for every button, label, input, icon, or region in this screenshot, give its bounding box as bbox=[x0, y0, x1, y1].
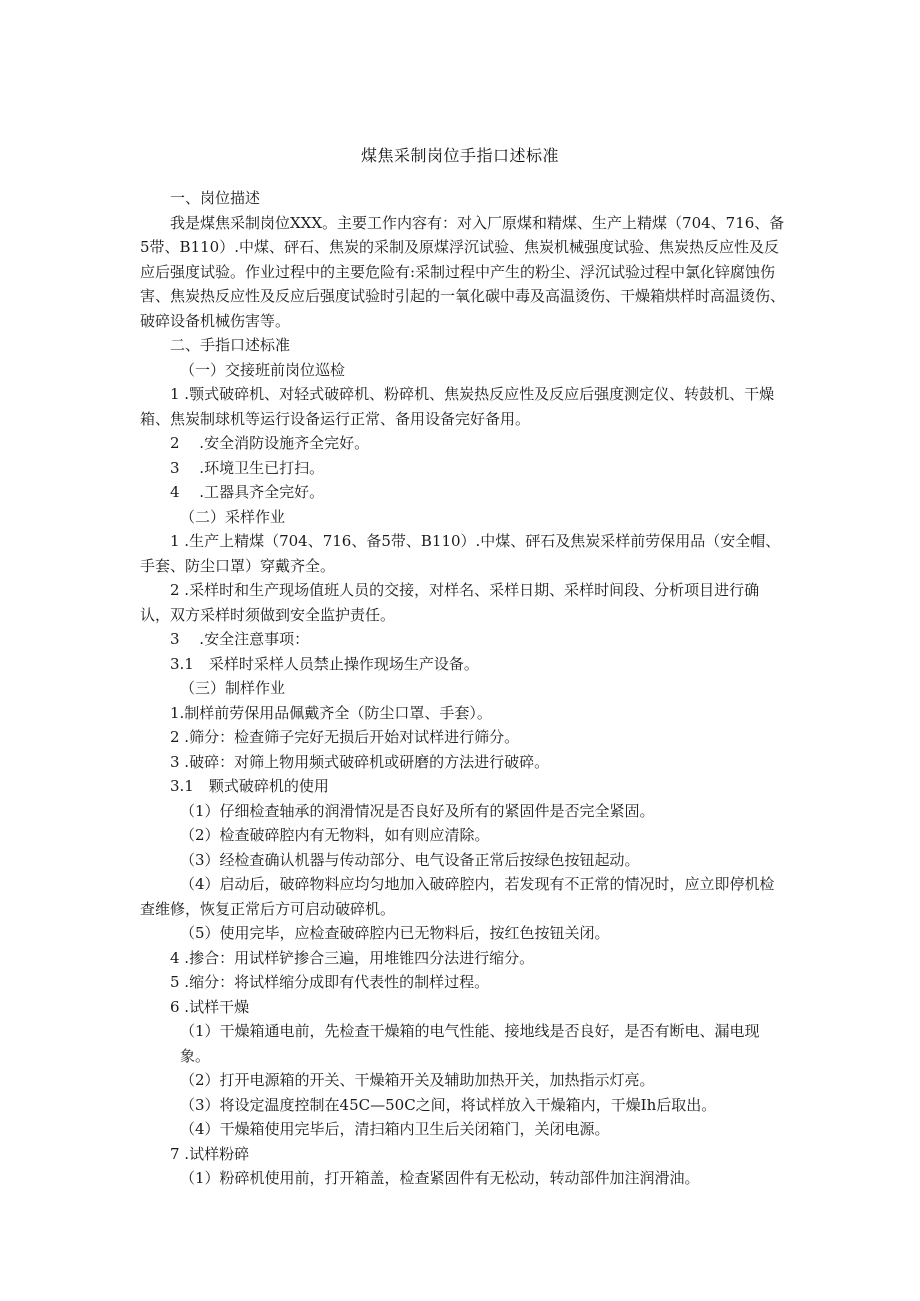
paragraph: 2 .采样时和生产现场值班人员的交接，对样名、采样日期、采样时间段、分析项目进行确认，双方采样时须做到安全监护责任。 bbox=[140, 581, 760, 624]
paragraph: （2）打开电源箱的开关、干燥箱开关及辅助加热开关，加热指示灯亮。 bbox=[180, 1071, 655, 1089]
paragraph: 1 .颚式破碎机、对轻式破碎机、粉碎机、焦炭热反应性及反应后强度测定仪、转鼓机、干燥箱、焦炭制球机等运行设备运行正常、备用设备完好备用。 bbox=[140, 385, 775, 428]
paragraph: 2 .安全消防设施齐全完好。 bbox=[170, 434, 370, 452]
paragraph: 5 .缩分：将试样缩分成即有代表性的制样过程。 bbox=[170, 973, 490, 991]
paragraph: 4 .掺合：用试样铲掺合三遍，用堆锥四分法进行缩分。 bbox=[170, 948, 535, 967]
paragraph: （1）干燥箱通电前，先检查干燥箱的电气性能、接地线是否良好，是否有断电、漏电现象。 bbox=[180, 1022, 760, 1065]
paragraph: 一、岗位描述 bbox=[170, 189, 261, 207]
paragraph: 二、手指口述标准 bbox=[170, 336, 291, 354]
paragraph: 1 .生产上精煤（704、716、备5带、B110）.中煤、砰石及焦炭采样前劳保用品（安全帽、手套、防尘口罩）穿戴齐全。 bbox=[140, 532, 781, 575]
paragraph: 3 .环境卫生已打扫。 bbox=[170, 458, 325, 477]
paragraph: 2 .筛分：检查筛子完好无损后开始对试样进行筛分。 bbox=[170, 728, 520, 746]
paragraph: （三）制样作业 bbox=[180, 679, 286, 697]
paragraph: 1.制样前劳保用品佩戴齐全（防尘口罩、手套）。 bbox=[170, 703, 492, 722]
paragraph: 4 .工器具齐全完好。 bbox=[170, 483, 325, 501]
paragraph: 3 .安全注意事项： bbox=[170, 630, 310, 648]
paragraph: （4）启动后，破碎物料应均匀地加入破碎腔内，若发现有不正常的情况时，应立即停机检查维修，恢复正常后方可启动破碎机。 bbox=[140, 875, 775, 918]
paragraph: （4）干燥箱使用完毕后，清扫箱内卫生后关闭箱门，关闭电源。 bbox=[180, 1120, 610, 1138]
document-title: 煤焦采制岗位手指口述标准 bbox=[360, 146, 559, 165]
paragraph: （2）检查破碎腔内有无物料，如有则应清除。 bbox=[180, 826, 490, 844]
document-body bbox=[140, 186, 788, 1191]
paragraph: 6 .试样干燥 bbox=[170, 997, 250, 1016]
paragraph: （1）粉碎机使用前，打开箱盖，检查紧固件有无松动，转动部件加注润滑油。 bbox=[180, 1169, 700, 1187]
paragraph: 7 .试样粉碎 bbox=[170, 1144, 250, 1163]
paragraph: （5）使用完毕，应检查破碎腔内已无物料后，按红色按钮关闭。 bbox=[180, 924, 610, 942]
paragraph: （二）采样作业 bbox=[180, 507, 286, 526]
paragraph: （一）交接班前岗位巡检 bbox=[180, 360, 346, 379]
paragraph: （3）经检查确认机器与传动部分、电气设备正常后按绿色按钮起动。 bbox=[180, 850, 640, 869]
paragraph: 我是煤焦采制岗位XXX。主要工作内容有：对入厂原煤和精煤、生产上精煤（704、716、备5带、B110）.中煤、砰石、焦炭的采制及原煤浮沉试验、焦炭机械强度试验、焦炭热反应性及反应后强度试验。作业过程中的主要危险有:采制过程中产生的粉尘、浮沉试验过程中氯化锌腐蚀伤害、焦炭热反应性及反应后强度试验时引起的一氧化碳中毒及高温烫伤、干燥箱烘样时高温烫伤、破碎设备机械伤害等。 bbox=[140, 213, 786, 330]
paragraph: 3.1 颗式破碎机的使用 bbox=[170, 777, 329, 795]
paragraph: （3）将设定温度控制在45C—50C之间，将试样放入干燥箱内，干燥Ih后取出。 bbox=[180, 1095, 717, 1114]
paragraph: 3.1 采样时采样人员禁止操作现场生产设备。 bbox=[170, 654, 479, 673]
paragraph: （1）仔细检查轴承的润滑情况是否良好及所有的紧固件是否完全紧固。 bbox=[180, 801, 655, 820]
paragraph: 3 .破碎：对筛上物用频式破碎机或研磨的方法进行破碎。 bbox=[170, 752, 550, 771]
